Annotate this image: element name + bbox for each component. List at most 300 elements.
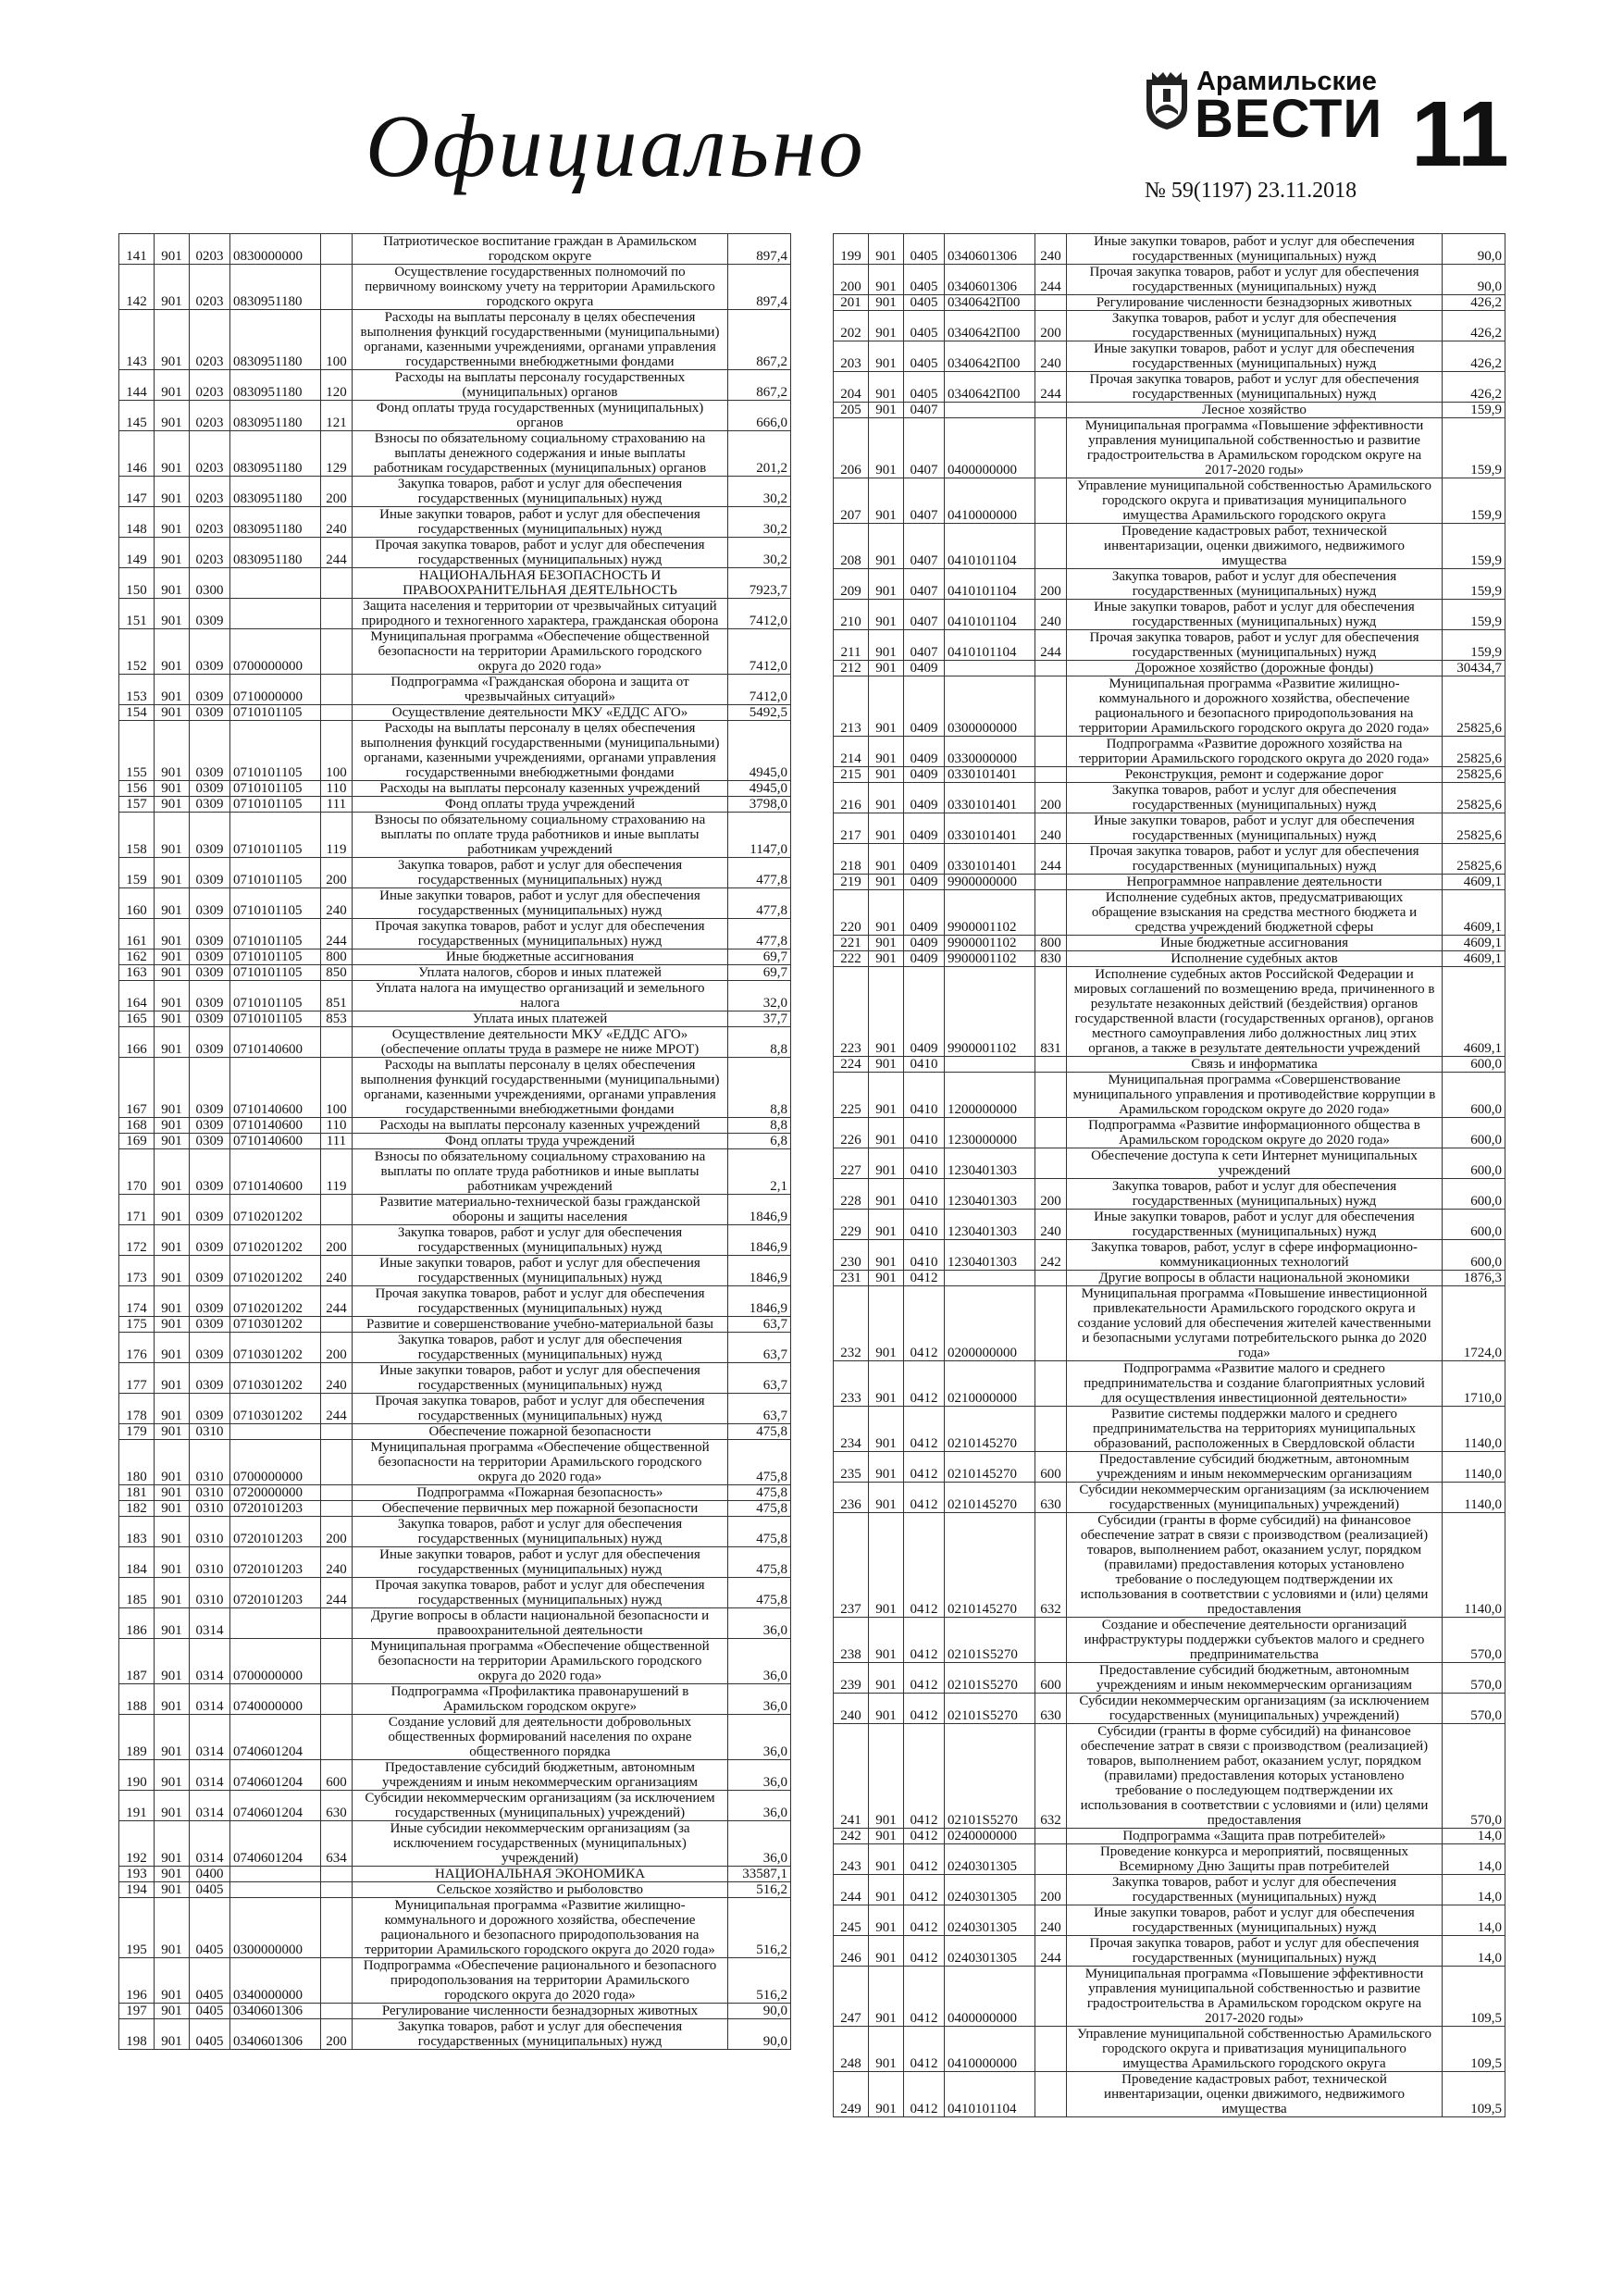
row-number: 239 bbox=[834, 1663, 869, 1694]
target-article-code: 0710101105 bbox=[230, 721, 321, 781]
section-code: 0309 bbox=[190, 858, 230, 888]
row-number: 213 bbox=[834, 676, 869, 737]
row-number: 226 bbox=[834, 1118, 869, 1148]
admin-code: 901 bbox=[155, 1027, 190, 1058]
target-article-code: 0400000000 bbox=[945, 418, 1035, 478]
item-name: Подпрограмма «Развитие малого и среднего предпринимательства и создание благоприятных условий для осуществления инвестиционной деятельности» bbox=[1067, 1361, 1443, 1407]
row-number: 232 bbox=[834, 1286, 869, 1361]
row-number: 171 bbox=[119, 1195, 155, 1225]
target-article-code: 9900001102 bbox=[945, 936, 1035, 951]
section-code: 0412 bbox=[904, 1967, 945, 2027]
admin-code: 901 bbox=[869, 1844, 904, 1875]
row-number: 156 bbox=[119, 781, 155, 797]
expense-type-code: 634 bbox=[321, 1821, 353, 1867]
item-name: Регулирование численности безнадзорных животных bbox=[1067, 295, 1443, 311]
target-article-code: 0710201202 bbox=[230, 1225, 321, 1256]
amount: 90,0 bbox=[1443, 234, 1505, 265]
amount: 4945,0 bbox=[728, 721, 791, 781]
item-name: Муниципальная программа «Повышение эффективности управления муниципальной собственностью и развитие градостроительства в Арамильском городском округе на 2017-2020 годы» bbox=[1067, 418, 1443, 478]
row-number: 234 bbox=[834, 1407, 869, 1452]
section-code: 0409 bbox=[904, 875, 945, 890]
item-name: Закупка товаров, работ и услуг для обеспечения государственных (муниципальных) нужд bbox=[353, 1517, 728, 1547]
section-code: 0309 bbox=[190, 1058, 230, 1118]
section-code: 0412 bbox=[904, 1663, 945, 1694]
table-row bbox=[834, 265, 1505, 295]
expense-type-code: 853 bbox=[321, 1011, 353, 1027]
section-code: 0400 bbox=[190, 1867, 230, 1882]
target-article-code: 0240000000 bbox=[945, 1829, 1035, 1844]
admin-code: 901 bbox=[869, 630, 904, 661]
table-row bbox=[119, 1791, 791, 1821]
item-name: Иные бюджетные ассигнования bbox=[1067, 936, 1443, 951]
expense-type-code: 632 bbox=[1035, 1724, 1067, 1829]
table-row bbox=[119, 813, 791, 858]
admin-code: 901 bbox=[869, 767, 904, 783]
target-article-code: 0710101105 bbox=[230, 919, 321, 949]
target-article-code: 0710201202 bbox=[230, 1286, 321, 1317]
table-row bbox=[834, 967, 1505, 1057]
amount: 25825,6 bbox=[1443, 767, 1505, 783]
table-row bbox=[119, 1149, 791, 1195]
target-article-code bbox=[230, 1608, 321, 1639]
coat-of-arms-icon bbox=[1143, 70, 1191, 131]
amount: 90,0 bbox=[728, 2019, 791, 2050]
budget-table-left bbox=[118, 233, 790, 2050]
amount: 477,8 bbox=[728, 919, 791, 949]
item-name: Исполнение судебных актов Российской Федерации и мировых соглашений по возмещению вреда, причиненного в результате незаконных действий (бездействия) органов государственной власти (государственных органов), органов местного самоуправления либо должностных лиц этих органов, а также в результате деятельности учреждений bbox=[1067, 967, 1443, 1057]
row-number: 206 bbox=[834, 418, 869, 478]
item-name: Предоставление субсидий бюджетным, автономным учреждениям и иным некоммерческим организациям bbox=[1067, 1663, 1443, 1694]
admin-code: 901 bbox=[869, 478, 904, 524]
section-code: 0412 bbox=[904, 1829, 945, 1844]
item-name: Осуществление деятельности МКУ «ЕДДС АГО» (обеспечение оплаты труда в размере не ниже МРОТ) bbox=[353, 1027, 728, 1058]
item-name: Прочая закупка товаров, работ и услуг для обеспечения государственных (муниципальных) нужд bbox=[1067, 630, 1443, 661]
section-code: 0412 bbox=[904, 1905, 945, 1936]
expense-type-code: 100 bbox=[321, 310, 353, 370]
admin-code: 901 bbox=[869, 1118, 904, 1148]
table-row bbox=[834, 767, 1505, 783]
table-row bbox=[119, 599, 791, 629]
amount: 159,9 bbox=[1443, 478, 1505, 524]
amount: 426,2 bbox=[1443, 341, 1505, 372]
expense-type-code bbox=[1035, 661, 1067, 676]
section-code: 0203 bbox=[190, 538, 230, 568]
admin-code: 901 bbox=[869, 967, 904, 1057]
table-row bbox=[119, 401, 791, 431]
item-name: Иные субсидии некоммерческим организациям (за исключением государственных (муниципальных) учреждений) bbox=[353, 1821, 728, 1867]
row-number: 223 bbox=[834, 967, 869, 1057]
section-code: 0410 bbox=[904, 1057, 945, 1073]
row-number: 238 bbox=[834, 1618, 869, 1663]
table-row bbox=[834, 1148, 1505, 1179]
expense-type-code: 240 bbox=[1035, 234, 1067, 265]
section-code: 0412 bbox=[904, 1618, 945, 1663]
target-article-code: 0300000000 bbox=[230, 1898, 321, 1958]
expense-type-code: 600 bbox=[1035, 1452, 1067, 1483]
expense-type-code bbox=[1035, 1967, 1067, 2027]
section-code: 0412 bbox=[904, 1271, 945, 1286]
item-name: Управление муниципальной собственностью Арамильского городского округа и приватизация муниципального имущества Арамильского городского округа bbox=[1067, 2027, 1443, 2072]
amount: 1724,0 bbox=[1443, 1286, 1505, 1361]
section-code: 0410 bbox=[904, 1118, 945, 1148]
admin-code: 901 bbox=[869, 890, 904, 936]
admin-code: 901 bbox=[869, 1936, 904, 1967]
amount: 600,0 bbox=[1443, 1240, 1505, 1271]
admin-code: 901 bbox=[155, 1791, 190, 1821]
section-code: 0203 bbox=[190, 265, 230, 310]
section-code: 0309 bbox=[190, 599, 230, 629]
admin-code: 901 bbox=[155, 265, 190, 310]
amount: 14,0 bbox=[1443, 1829, 1505, 1844]
item-name: Закупка товаров, работ и услуг для обеспечения государственных (муниципальных) нужд bbox=[1067, 1179, 1443, 1210]
item-name: Закупка товаров, работ и услуг для обеспечения государственных (муниципальных) нужд bbox=[1067, 311, 1443, 341]
expense-type-code bbox=[321, 1898, 353, 1958]
amount: 7923,7 bbox=[728, 568, 791, 599]
table-row bbox=[119, 234, 791, 265]
table-row bbox=[834, 783, 1505, 813]
item-name: Связь и информатика bbox=[1067, 1057, 1443, 1073]
row-number: 147 bbox=[119, 477, 155, 507]
table-row bbox=[119, 310, 791, 370]
target-article-code: 0700000000 bbox=[230, 1440, 321, 1485]
admin-code: 901 bbox=[869, 265, 904, 295]
amount: 159,9 bbox=[1443, 403, 1505, 418]
table-row bbox=[119, 797, 791, 813]
target-article-code: 0830951180 bbox=[230, 401, 321, 431]
amount: 897,4 bbox=[728, 265, 791, 310]
target-article-code: 0830951180 bbox=[230, 538, 321, 568]
row-number: 188 bbox=[119, 1684, 155, 1715]
section-code: 0405 bbox=[904, 234, 945, 265]
amount: 63,7 bbox=[728, 1317, 791, 1333]
section-code: 0410 bbox=[904, 1148, 945, 1179]
item-name: Развитие материально-технической базы гражданской обороны и защиты населения bbox=[353, 1195, 728, 1225]
target-article-code: 0340642П00 bbox=[945, 311, 1035, 341]
item-name: Расходы на выплаты персоналу в целях обеспечения выполнения функций государственными (муниципальными) органами, казенными учреждениями, органами управления государственными внебюджетными фондами bbox=[353, 721, 728, 781]
target-article-code: 0410101104 bbox=[945, 569, 1035, 600]
item-name: Подпрограмма «Профилактика правонарушений в Арамильском городском округе» bbox=[353, 1684, 728, 1715]
target-article-code: 0330101401 bbox=[945, 783, 1035, 813]
admin-code: 901 bbox=[869, 234, 904, 265]
row-number: 167 bbox=[119, 1058, 155, 1118]
admin-code: 901 bbox=[869, 418, 904, 478]
row-number: 235 bbox=[834, 1452, 869, 1483]
section-code: 0309 bbox=[190, 721, 230, 781]
row-number: 243 bbox=[834, 1844, 869, 1875]
row-number: 173 bbox=[119, 1256, 155, 1286]
section-code: 0412 bbox=[904, 1452, 945, 1483]
target-article-code: 0830951180 bbox=[230, 431, 321, 477]
item-name: Субсидии некоммерческим организациям (за исключением государственных (муниципальных) учреждений) bbox=[353, 1791, 728, 1821]
section-code: 0310 bbox=[190, 1517, 230, 1547]
row-number: 227 bbox=[834, 1148, 869, 1179]
section-title: Официально bbox=[365, 96, 866, 195]
table-row bbox=[119, 1195, 791, 1225]
row-number: 229 bbox=[834, 1210, 869, 1240]
target-article-code: 0330101401 bbox=[945, 813, 1035, 844]
table-row bbox=[119, 781, 791, 797]
amount: 3798,0 bbox=[728, 797, 791, 813]
target-article-code bbox=[230, 599, 321, 629]
admin-code: 901 bbox=[869, 1663, 904, 1694]
target-article-code: 0700000000 bbox=[230, 1639, 321, 1684]
table-row bbox=[119, 629, 791, 675]
section-code: 0412 bbox=[904, 1513, 945, 1618]
amount: 33587,1 bbox=[728, 1867, 791, 1882]
section-code: 0410 bbox=[904, 1073, 945, 1118]
target-article-code: 02101S5270 bbox=[945, 1724, 1035, 1829]
item-name: Прочая закупка товаров, работ и услуг для обеспечения государственных (муниципальных) нужд bbox=[353, 1394, 728, 1424]
row-number: 201 bbox=[834, 295, 869, 311]
item-name: Муниципальная программа «Обеспечение общественной безопасности на территории Арамильского городского округа до 2020 года» bbox=[353, 629, 728, 675]
amount: 6,8 bbox=[728, 1134, 791, 1149]
amount: 4609,1 bbox=[1443, 967, 1505, 1057]
amount: 36,0 bbox=[728, 1821, 791, 1867]
amount: 159,9 bbox=[1443, 418, 1505, 478]
section-code: 0310 bbox=[190, 1547, 230, 1578]
item-name: Расходы на выплаты персоналу в целях обеспечения выполнения функций государственными (муниципальными) органами, казенными учреждениями, органами управления государственными внебюджетными фондами bbox=[353, 310, 728, 370]
amount: 600,0 bbox=[1443, 1148, 1505, 1179]
section-code: 0409 bbox=[904, 737, 945, 767]
section-code: 0203 bbox=[190, 507, 230, 538]
row-number: 246 bbox=[834, 1936, 869, 1967]
section-code: 0409 bbox=[904, 661, 945, 676]
target-article-code: 0240301305 bbox=[945, 1936, 1035, 1967]
section-code: 0309 bbox=[190, 949, 230, 965]
section-code: 0300 bbox=[190, 568, 230, 599]
target-article-code: 02101S5270 bbox=[945, 1694, 1035, 1724]
admin-code: 901 bbox=[155, 1286, 190, 1317]
section-code: 0405 bbox=[904, 265, 945, 295]
table-row bbox=[119, 1898, 791, 1958]
amount: 1140,0 bbox=[1443, 1452, 1505, 1483]
amount: 475,8 bbox=[728, 1547, 791, 1578]
row-number: 174 bbox=[119, 1286, 155, 1317]
section-code: 0407 bbox=[904, 630, 945, 661]
target-article-code: 0710101105 bbox=[230, 1011, 321, 1027]
expense-type-code: 129 bbox=[321, 431, 353, 477]
target-article-code: 0240301305 bbox=[945, 1875, 1035, 1905]
row-number: 148 bbox=[119, 507, 155, 538]
item-name: Расходы на выплаты персоналу государственных (муниципальных) органов bbox=[353, 370, 728, 401]
item-name: Фонд оплаты труда учреждений bbox=[353, 797, 728, 813]
row-number: 236 bbox=[834, 1483, 869, 1513]
amount: 36,0 bbox=[728, 1715, 791, 1760]
row-number: 216 bbox=[834, 783, 869, 813]
amount: 426,2 bbox=[1443, 295, 1505, 311]
amount: 475,8 bbox=[728, 1578, 791, 1608]
expense-type-code bbox=[1035, 2072, 1067, 2117]
amount: 570,0 bbox=[1443, 1663, 1505, 1694]
section-code: 0412 bbox=[904, 1407, 945, 1452]
target-article-code: 0710201202 bbox=[230, 1256, 321, 1286]
table-row bbox=[834, 1073, 1505, 1118]
target-article-code: 0340642П00 bbox=[945, 341, 1035, 372]
amount: 867,2 bbox=[728, 310, 791, 370]
admin-code: 901 bbox=[869, 1240, 904, 1271]
item-name: Предоставление субсидий бюджетным, автономным учреждениям и иным некоммерческим организациям bbox=[1067, 1452, 1443, 1483]
expense-type-code: 244 bbox=[321, 919, 353, 949]
section-code: 0409 bbox=[904, 676, 945, 737]
amount: 69,7 bbox=[728, 965, 791, 981]
amount: 201,2 bbox=[728, 431, 791, 477]
item-name: Расходы на выплаты персоналу казенных учреждений bbox=[353, 781, 728, 797]
row-number: 165 bbox=[119, 1011, 155, 1027]
item-name: Прочая закупка товаров, работ и услуг для обеспечения государственных (муниципальных) нужд bbox=[353, 1286, 728, 1317]
row-number: 163 bbox=[119, 965, 155, 981]
row-number: 207 bbox=[834, 478, 869, 524]
item-name: Прочая закупка товаров, работ и услуг для обеспечения государственных (муниципальных) нужд bbox=[353, 919, 728, 949]
section-code: 0309 bbox=[190, 1225, 230, 1256]
section-code: 0410 bbox=[904, 1210, 945, 1240]
row-number: 233 bbox=[834, 1361, 869, 1407]
admin-code: 901 bbox=[155, 981, 190, 1011]
section-code: 0309 bbox=[190, 1027, 230, 1058]
table-row bbox=[119, 1011, 791, 1027]
item-name: Осуществление государственных полномочий по первичному воинскому учету на территории Арамильского городского округа bbox=[353, 265, 728, 310]
row-number: 197 bbox=[119, 2004, 155, 2019]
item-name: Муниципальная программа «Обеспечение общественной безопасности на территории Арамильского городского округа до 2020 года» bbox=[353, 1440, 728, 1485]
amount: 4609,1 bbox=[1443, 890, 1505, 936]
expense-type-code bbox=[1035, 737, 1067, 767]
row-number: 204 bbox=[834, 372, 869, 403]
target-article-code: 0410000000 bbox=[945, 2027, 1035, 2072]
amount: 2,1 bbox=[728, 1149, 791, 1195]
section-code: 0203 bbox=[190, 477, 230, 507]
item-name: Расходы на выплаты персоналу казенных учреждений bbox=[353, 1118, 728, 1134]
section-code: 0310 bbox=[190, 1501, 230, 1517]
item-name: Исполнение судебных актов bbox=[1067, 951, 1443, 967]
section-code: 0203 bbox=[190, 310, 230, 370]
item-name: Закупка товаров, работ, услуг в сфере информационно-коммуникационных технологий bbox=[1067, 1240, 1443, 1271]
expense-type-code bbox=[321, 705, 353, 721]
target-article-code: 1230401303 bbox=[945, 1179, 1035, 1210]
target-article-code: 0710101105 bbox=[230, 965, 321, 981]
admin-code: 901 bbox=[155, 370, 190, 401]
section-code: 0309 bbox=[190, 1286, 230, 1317]
target-article-code bbox=[230, 1867, 321, 1882]
target-article-code bbox=[945, 1271, 1035, 1286]
row-number: 199 bbox=[834, 234, 869, 265]
amount: 7412,0 bbox=[728, 675, 791, 705]
expense-type-code bbox=[321, 1882, 353, 1898]
section-code: 0309 bbox=[190, 675, 230, 705]
amount: 570,0 bbox=[1443, 1618, 1505, 1663]
amount: 30434,7 bbox=[1443, 661, 1505, 676]
section-code: 0407 bbox=[904, 418, 945, 478]
target-article-code: 9900000000 bbox=[945, 875, 1035, 890]
expense-type-code bbox=[1035, 676, 1067, 737]
expense-type-code: 119 bbox=[321, 1149, 353, 1195]
amount: 36,0 bbox=[728, 1684, 791, 1715]
admin-code: 901 bbox=[155, 813, 190, 858]
admin-code: 901 bbox=[869, 1407, 904, 1452]
admin-code: 901 bbox=[869, 783, 904, 813]
item-name: Субсидии некоммерческим организациям (за исключением государственных (муниципальных) учреждений) bbox=[1067, 1483, 1443, 1513]
admin-code: 901 bbox=[869, 600, 904, 630]
expense-type-code bbox=[321, 1639, 353, 1684]
expense-type-code: 240 bbox=[321, 1363, 353, 1394]
target-article-code: 0210145270 bbox=[945, 1483, 1035, 1513]
expense-type-code: 630 bbox=[321, 1791, 353, 1821]
table-row bbox=[119, 1424, 791, 1440]
section-code: 0410 bbox=[904, 1179, 945, 1210]
section-code: 0405 bbox=[904, 311, 945, 341]
table-row bbox=[119, 1867, 791, 1882]
row-number: 179 bbox=[119, 1424, 155, 1440]
admin-code: 901 bbox=[155, 401, 190, 431]
table-row bbox=[834, 1407, 1505, 1452]
expense-type-code bbox=[1035, 1057, 1067, 1073]
item-name: Муниципальная программа «Повышение эффективности управления муниципальной собственностью и развитие градостроительства в Арамильском городском округе на 2017-2020 годы» bbox=[1067, 1967, 1443, 2027]
table-row bbox=[119, 1547, 791, 1578]
table-row bbox=[119, 675, 791, 705]
expense-type-code: 240 bbox=[321, 1256, 353, 1286]
table-row bbox=[834, 813, 1505, 844]
amount: 516,2 bbox=[728, 1882, 791, 1898]
admin-code: 901 bbox=[155, 1195, 190, 1225]
row-number: 220 bbox=[834, 890, 869, 936]
item-name: Защита населения и территории от чрезвычайных ситуаций природного и техногенного характера, гражданская оборона bbox=[353, 599, 728, 629]
admin-code: 901 bbox=[155, 1424, 190, 1440]
admin-code: 901 bbox=[155, 507, 190, 538]
section-code: 0309 bbox=[190, 813, 230, 858]
row-number: 142 bbox=[119, 265, 155, 310]
expense-type-code bbox=[1035, 875, 1067, 890]
admin-code: 901 bbox=[869, 1829, 904, 1844]
target-article-code: 0410101104 bbox=[945, 630, 1035, 661]
row-number: 178 bbox=[119, 1394, 155, 1424]
row-number: 187 bbox=[119, 1639, 155, 1684]
target-article-code: 0720101203 bbox=[230, 1501, 321, 1517]
expense-type-code: 200 bbox=[1035, 311, 1067, 341]
item-name: Взносы по обязательному социальному страхованию на выплаты по оплате труда работников и иные выплаты работникам учреждений bbox=[353, 1149, 728, 1195]
expense-type-code: 600 bbox=[321, 1760, 353, 1791]
table-row bbox=[119, 1363, 791, 1394]
amount: 1846,9 bbox=[728, 1286, 791, 1317]
amount: 159,9 bbox=[1443, 630, 1505, 661]
row-number: 144 bbox=[119, 370, 155, 401]
section-code: 0309 bbox=[190, 888, 230, 919]
row-number: 154 bbox=[119, 705, 155, 721]
row-number: 145 bbox=[119, 401, 155, 431]
row-number: 194 bbox=[119, 1882, 155, 1898]
row-number: 185 bbox=[119, 1578, 155, 1608]
amount: 475,8 bbox=[728, 1517, 791, 1547]
target-article-code: 0340000000 bbox=[230, 1958, 321, 2004]
admin-code: 901 bbox=[155, 797, 190, 813]
amount: 37,7 bbox=[728, 1011, 791, 1027]
row-number: 203 bbox=[834, 341, 869, 372]
amount: 475,8 bbox=[728, 1501, 791, 1517]
expense-type-code bbox=[321, 1501, 353, 1517]
target-article-code: 0240301305 bbox=[945, 1905, 1035, 1936]
amount: 36,0 bbox=[728, 1608, 791, 1639]
item-name: Иные закупки товаров, работ и услуг для обеспечения государственных (муниципальных) нужд bbox=[1067, 341, 1443, 372]
admin-code: 901 bbox=[869, 295, 904, 311]
item-name: НАЦИОНАЛЬНАЯ ЭКОНОМИКА bbox=[353, 1867, 728, 1882]
amount: 25825,6 bbox=[1443, 783, 1505, 813]
section-code: 0310 bbox=[190, 1424, 230, 1440]
expense-type-code bbox=[321, 234, 353, 265]
item-name: Прочая закупка товаров, работ и услуг для обеспечения государственных (муниципальных) нужд bbox=[1067, 265, 1443, 295]
expense-type-code: 851 bbox=[321, 981, 353, 1011]
admin-code: 901 bbox=[155, 1440, 190, 1485]
expense-type-code bbox=[1035, 1073, 1067, 1118]
table-row bbox=[119, 1118, 791, 1134]
amount: 36,0 bbox=[728, 1639, 791, 1684]
row-number: 155 bbox=[119, 721, 155, 781]
